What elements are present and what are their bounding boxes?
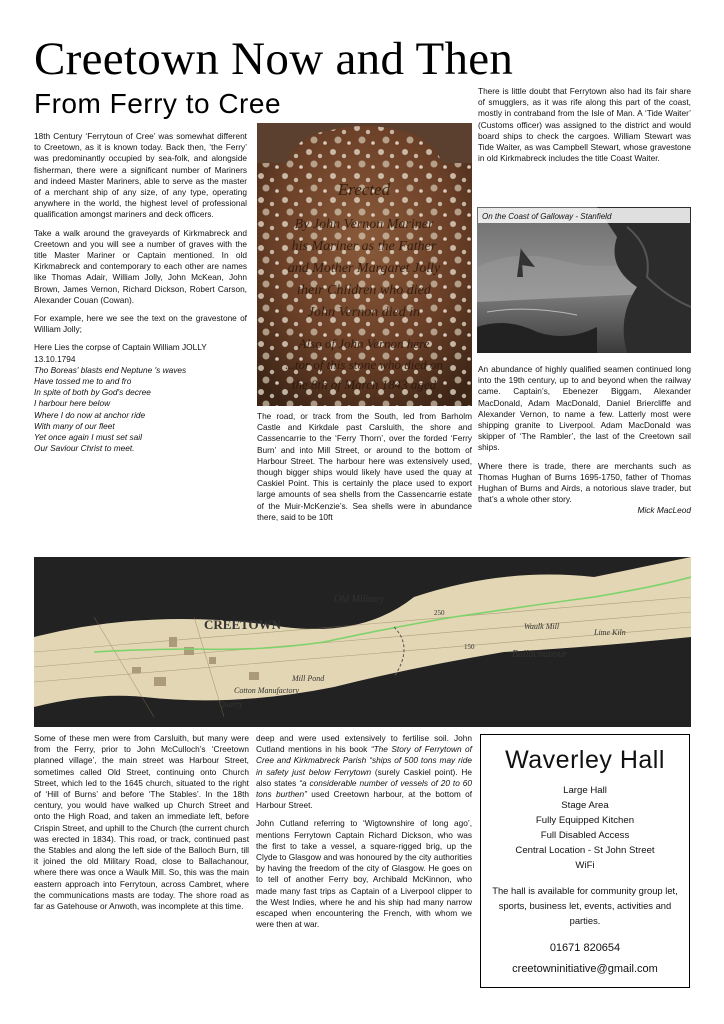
poem-line: With many of our fleet xyxy=(34,420,115,431)
cutland-quote: “ships of 500 tons may ride in safety just below Ferrytown xyxy=(256,755,472,777)
poem-line: Tho Boreas' blasts end Neptune 's waves xyxy=(34,364,187,375)
inscription-line: ...tor of this stone who died on xyxy=(285,357,443,372)
paragraph-cutland-book xyxy=(256,733,472,811)
map-label-military-road: Old Military xyxy=(334,594,385,605)
advert-feature: Fully Equipped Kitchen xyxy=(535,815,635,826)
advert-feature: Central Location - St John Street xyxy=(515,845,655,856)
gravestone-image xyxy=(257,123,472,406)
advert-phone: 01671 820654 xyxy=(549,942,621,954)
poem-line: In spite of both by God's decree xyxy=(34,387,151,398)
cutland-text: deep and were used extensively to fertilise soil. John Cutland mentions in his book xyxy=(256,733,472,755)
epitaph-heading: Here Lies the corpse of Captain William JOLLY xyxy=(34,342,207,353)
paragraph-example: For example, here we see the text on the gravestone of William Jolly; xyxy=(34,313,247,335)
inscription-line: and Mother Margaret Jolly xyxy=(287,261,441,276)
paragraph-smugglers: There is little doubt that Ferrytown also had its fair share of smugglers, as it was rife along this part of the coast, mostly in contraband from the Isle of Man. A ‘Tide Waiter’ (Customs officer) was assigned to the district and would board ships to check the cargoes. William Stewart was Tide Waiter, as was Campbell Stewart, whose gravestone in old Kirkmabreck includes the title Coast Waiter. xyxy=(478,86,691,164)
map-label-waulk-mill: Waulk Mill xyxy=(524,622,560,631)
paragraph-intro: 18th Century ‘Ferrytoun of Cree’ was somewhat different to Creetown, as it is known today. Back then, ‘the Ferry’ was predominantly occupied by sea-folk, and alongside fisherman, there were a significant number of Mariners and indeed Master Mariners, able to serve as the master of a merchant ship of any size, of any type, operating anywhere in the world, the highest level of professional qualification amongst mariners and deck officers. xyxy=(34,131,247,220)
inscription-line: John Vernon died in xyxy=(307,305,421,320)
engraving-caption: On the Coast of Galloway - Stanfield xyxy=(482,212,612,221)
inscription-line: By John Vernon Mariner xyxy=(294,217,434,232)
poem-line: Our Saviour Christ to meet. xyxy=(34,443,135,454)
advert-title: Waverley Hall xyxy=(505,746,665,774)
poem-line: Where I do now at anchor ride xyxy=(34,409,146,420)
bottom-column-1: Some of these men were from Carsluith, but many were from the Ferry, prior to John McCulloch’s ‘Creetown planned village’, the main street was Harbour Street, sometimes called Old Street, continuing onto Church Street, which led to the 1645 church, situated to the right of ‘Hill of Burns’ and before ‘The Stables’. In the 18th century, you would have walked up Church Street and onto the High Road, and taken an immediate left, before Crispin Street, and uphill to the Church (the current church was erected in 1834). This road, or track, continued past the Stables and along the left side of the Balloch Burn, till it joined the old Military Road, close to Ballachanour, where there was once a Waulk Mill. So, this was the main eastern approach into Ferrytoun, across Cambret, where the communications masts are today. The shore road as far as Gatehouse or Anwoth, was incomplete at this time. xyxy=(34,733,249,912)
inscription-line: their Children who died xyxy=(297,283,431,298)
poem-line: I harbour here below xyxy=(34,398,111,409)
cutland-quote: “a considerable number of vessels of 20 to 60 tons burthen” xyxy=(256,777,472,800)
advert-feature: Large Hall xyxy=(563,785,607,796)
author-signature: Mick MacLeod xyxy=(637,505,691,516)
map-label-lime-kiln: Lime Kiln xyxy=(594,628,626,637)
epitaph-poem xyxy=(34,365,247,455)
epitaph-date: 13.10.1794 xyxy=(34,353,76,364)
coast-engraving xyxy=(477,207,691,353)
inscription-line: Also of John Vernon here xyxy=(298,336,430,351)
gravestone-photo xyxy=(257,123,472,406)
historic-map xyxy=(34,557,691,727)
cutland-text: used Creetown harbour, at the bottom of Harbour Street. xyxy=(256,789,473,811)
inscription-line: Erected xyxy=(337,180,391,199)
bottom-column-2 xyxy=(256,733,472,937)
advert-feature: Full Disabled Access xyxy=(540,830,630,841)
map-label-quarry: Quarry xyxy=(219,700,243,709)
paragraph-captains: John Cutland referring to ‘Wigtownshire of long ago’, mentions Ferrytown Captain Richard Dickson, who was the first to take a vessel, a square-rigged brig, up the Clyde to Glasgow and was honoured by the city authorities by having the freedom of the city of Glasgow. He goes on to tell of another Ferry boy, Archibald McKinnon, who made many fast trips as Captain of a Liverpool clipper to the West Indies, where he and his ship had many narrow escaped when encountering the French, with whom we were then at war. xyxy=(256,818,472,930)
article-column-1 xyxy=(34,131,247,454)
paragraph-merchants: Where there is trade, there are merchants such as Thomas Hughan of Burns 1695-1750, father of Thomas Hughan of Burns and Airds, a notorious slave trader, but that’s a whole other story. xyxy=(478,460,691,505)
map-label-height-250: 250 xyxy=(434,609,445,617)
advert-feature: Stage Area xyxy=(561,800,609,811)
cutland-text: (surely Caskiel point). He also states xyxy=(256,766,472,788)
waverley-hall-advert xyxy=(480,734,690,988)
poem-line: Have tossed me to and fro xyxy=(34,376,132,387)
article-column-3 xyxy=(478,364,691,517)
engraving-image xyxy=(477,207,691,353)
map-image xyxy=(34,557,691,727)
map-label-ballachanour: Ballachanour xyxy=(512,649,567,660)
paragraph-seamen: An abundance of highly qualified seamen continued long into the 19th century, up to and beyond when the railway came. Captain’s, Ebenezer Biggam, Alexander MacDonald, Adam MacDonald, Daniel Briercliffe and Alexander Vernon, to name a few. Latterly most were shipping granite to Liverpool. Adam MacDonald was skipper of ‘The Rambler’, the last of the Creetown sail ships. xyxy=(478,364,691,453)
advert-email: creetowninitiative@gmail.com xyxy=(512,963,658,975)
map-label-height-150: 150 xyxy=(464,643,475,651)
advert-description: The hall is available for community group let, sports, business let, events, activities and parties. xyxy=(492,885,678,926)
page-title: Creetown Now and Then xyxy=(34,33,514,85)
advert-feature: WiFi xyxy=(575,860,595,871)
advert-features xyxy=(481,783,689,873)
map-label-cotton: Cotton Manufactory xyxy=(234,686,300,695)
paragraph-graveyards: Take a walk around the graveyards of Kirkmabreck and Creetown and you will see a number of graves with the title Master Mariner or Captain mentioned. In old Kirkmabreck and contemporary to each other are names like Thomas Adair, William Jolly, John McKean, John Brown, James Vernon, Richard Dickson, Robert Carson, Alexander Couan (Cowan). xyxy=(34,227,247,305)
map-label-creetown: CREETOWN xyxy=(204,617,282,632)
inscription-line: his Mariner as the Father xyxy=(291,239,437,254)
page-subtitle: From Ferry to Cree xyxy=(34,88,282,119)
map-label-mill-pond: Mill Pond xyxy=(292,674,325,683)
cutland-book-title: “The Story of Ferrytown of Cree and Kirkmabreck Parish xyxy=(256,744,472,766)
article-column-2: The road, or track from the South, led from Barholm Castle and Kirkdale past Carsluith, the shore and Cassencarrie to the ‘Ferry Thorn’, over the forded ‘Ferry Burn’ and into Mill Street, or around to the bottom of Harbour Street. The harbour here was extensively used, though bigger ships would likely have used the quay at Caskiel Point. This is certainly the place used to export large amounts of sea shells from the Cassencarrie estate of the Muir-McKenzie’s. Sea shells were in abundance there, said to be 10ft xyxy=(257,411,472,522)
poem-line: Yet once again I must set sail xyxy=(34,432,142,443)
inscription-line: the 8th of March 1843 aged xyxy=(291,377,437,392)
